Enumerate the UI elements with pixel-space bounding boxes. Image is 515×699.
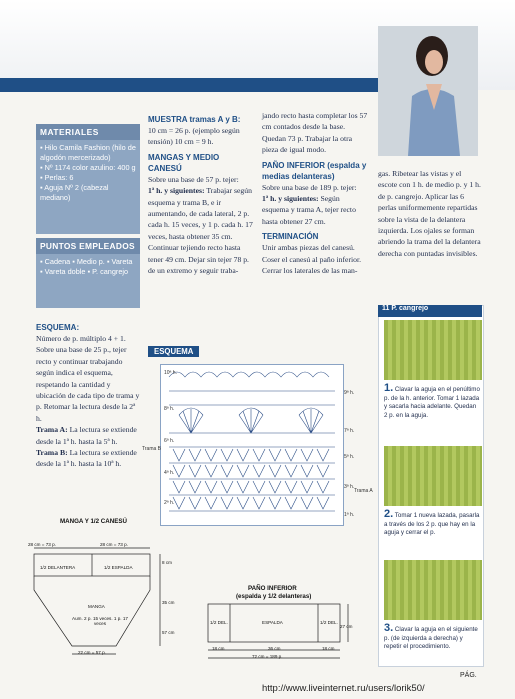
- trama-b-tag: Trama B: [142, 446, 161, 452]
- mangas-text-2: Trabajar según esquema y trama B, e ir aumentando, de cada lateral, 2 p. cada h. 15 veces, y 1 p. cada h. 17 veces, hasta obtener 35 cm. Continuar tejiendo recto hasta tener 49 cm. Dejar sin tejer 78 p. de un extremo y seguir traba-: [148, 186, 253, 276]
- crab-stitch-title: 11 P. cangrejo: [378, 305, 482, 317]
- chart-v-stitch: [221, 481, 233, 493]
- chart-v-stitch: [189, 465, 201, 477]
- sleeve-h3: 57 cm: [162, 630, 175, 635]
- chart-v-stitch: [173, 465, 185, 477]
- pano-text-2: Según esquema y trama A, tejer recto hasta obtener 27 cm.: [262, 194, 356, 226]
- chart-v-stitch: [205, 497, 217, 509]
- material-item: ▪ Aguja Nº 2 (cabezal mediano): [40, 183, 109, 202]
- chart-label: ESQUEMA: [148, 346, 199, 357]
- chart-v-stitch: [205, 449, 217, 461]
- stitch-item: Cadena: [44, 257, 71, 266]
- chart-v-stitch: [285, 481, 297, 493]
- chart-v-stitch: [173, 497, 185, 509]
- sleeve-name: MANGA: [88, 604, 105, 609]
- chart-v-stitch: [301, 481, 313, 493]
- stitch-item: P. cangrejo: [92, 267, 129, 276]
- step-3: 3. Clavar la aguja en el siguiente p. (de izquierda a derecha) y repetir el procedimiento.: [384, 622, 478, 651]
- sleeve-top-right: 28 cm = 73 p.: [100, 542, 128, 547]
- chart-row-label: 5ª h.: [344, 454, 355, 460]
- pano-heading: PAÑO INFERIOR (espalda y medias delanteras): [262, 160, 367, 181]
- sleeve-h1: 8 cm: [162, 560, 172, 565]
- chart-row-label: 9ª h.: [344, 390, 355, 396]
- finishing-text: gas. Ribetear las vistas y el escote con 1 h. de medio p. y 1 h. de p. cangrejo. Aplicar las 6 perlas uniformemente repartidas sobre la vista de la delantera izquierda. Los ojales se forman abriendo la trama del la delantera derecha con puntadas invisibles.: [378, 169, 481, 258]
- page-label: PÁG.: [460, 672, 477, 679]
- chart-v-stitch: [301, 465, 313, 477]
- model-photo: [378, 26, 478, 156]
- mangas-text-1: Sobre una base de 57 p. tejer:: [148, 174, 239, 184]
- chart-v-stitch: [237, 449, 249, 461]
- chart-row-label: 1ª h.: [344, 512, 355, 518]
- chart-v-stitch: [253, 449, 265, 461]
- panel-total: 72 cm = 189 p.: [252, 654, 283, 659]
- chart-row-label: 7ª h.: [344, 428, 355, 434]
- muestra-text: 10 cm = 26 p. (ejemplo según tensión) 10 cm = 9 h.: [148, 126, 240, 147]
- sleeve-diagram-title: MANGA Y 1/2 CANESÚ: [60, 518, 127, 525]
- chart-v-stitch: [269, 465, 281, 477]
- chart-v-stitch: [189, 449, 201, 461]
- stitch-item: Vareta doble: [44, 267, 86, 276]
- chart-v-stitch: [173, 449, 185, 461]
- stitch-item: Medio p.: [76, 257, 105, 266]
- mangas-rows-label: 1ª h. y siguientes:: [148, 186, 205, 196]
- stitch-chart: [160, 364, 344, 526]
- column-3: [262, 110, 368, 276]
- sleeve-diagram: [20, 528, 180, 668]
- chart-row-label: 4ª h.: [164, 470, 175, 476]
- chart-v-stitch: [285, 449, 297, 461]
- chart-v-stitch: [317, 449, 329, 461]
- trama-a-text: La lectura se extiende desde la 1ª h. hasta la 5ª h.: [36, 425, 137, 446]
- step-2: 2. Tomar 1 nueva lazada, pasarla a través de los 2 p. que hay en la aguja y cerrar el p.: [384, 508, 480, 537]
- chart-row-label: 6ª h.: [164, 438, 175, 444]
- sleeve-h2: 35 cm: [162, 600, 175, 605]
- materials-title: MATERIALES: [36, 124, 140, 140]
- chart-v-stitch: [205, 465, 217, 477]
- chart-v-stitch: [253, 481, 265, 493]
- chart-v-stitch: [173, 481, 185, 493]
- material-item: ▪ Nº 1174 color azulino: 400 g: [40, 163, 136, 172]
- trama-a-tag: Trama A: [354, 488, 373, 494]
- terminacion-text: Unir ambas piezas del canesú. Coser el canesú al paño inferior. Cerrar los laterales de las man-: [262, 243, 362, 276]
- stitches-box: PUNTOS EMPLEADOS ▪ Cadena ▪ Medio p. ▪ Vareta ▪ Vareta doble ▪ P. cangrejo: [36, 238, 140, 308]
- panel-w2: 36 cm: [268, 646, 281, 651]
- chart-v-stitch: [317, 481, 329, 493]
- chart-v-stitch: [253, 465, 265, 477]
- chart-v-stitch: [301, 497, 313, 509]
- chart-v-stitch: [317, 465, 329, 477]
- panel-w3: 18 cm: [322, 646, 335, 651]
- schema-text: [36, 318, 142, 470]
- panel-left-label: 1/2 DEL.: [210, 620, 228, 625]
- step-1-image: [384, 320, 482, 380]
- chart-v-stitch: [269, 481, 281, 493]
- sleeve-increases: Aum. 2 p. 15 veces. 1 p. 17 veces: [72, 616, 128, 626]
- title-rule: [0, 78, 378, 92]
- sleeve-esp-label: 1/2 ESPALDA: [104, 565, 133, 570]
- column-4: [378, 168, 482, 259]
- chart-v-stitch: [285, 465, 297, 477]
- trama-b-label: Trama B:: [36, 448, 68, 458]
- lower-panel-subtitle: (espalda y 1/2 delanteras): [236, 593, 312, 600]
- panel-height: 27 cm: [340, 624, 353, 629]
- stitches-title: PUNTOS EMPLEADOS: [36, 238, 140, 254]
- chart-v-stitch: [221, 449, 233, 461]
- muestra-heading: MUESTRA tramas A y B:: [148, 115, 241, 124]
- sleeve-del-label: 1/2 DELANTERA: [40, 565, 76, 570]
- chart-v-stitch: [237, 481, 249, 493]
- material-item: ▪ Perlas: 6: [40, 173, 74, 182]
- continuation-text: jando recto hasta completar los 57 cm contados desde la base. Quedan 73 p. Trabajar la otra pieza de igual modo.: [262, 111, 368, 155]
- step-2-image: [384, 446, 482, 506]
- chart-row-label: 2ª h.: [164, 500, 175, 506]
- source-url[interactable]: http://www.liveinternet.ru/users/lorik50/: [262, 683, 425, 694]
- trama-a-label: Trama A:: [36, 425, 68, 435]
- lower-panel-title: PAÑO INFERIOR: [248, 585, 297, 592]
- material-item: ▪ Hilo Camila Fashion (hilo de algodón mercerizado): [40, 143, 136, 162]
- pano-rows-label: 1ª h. y siguientes:: [262, 194, 319, 204]
- chart-v-stitch: [189, 497, 201, 509]
- chart-v-stitch: [237, 497, 249, 509]
- chart-v-stitch: [317, 497, 329, 509]
- panel-right-label: 1/2 DEL.: [320, 620, 338, 625]
- schema-paragraph: Número de p. múltiplo 4 + 1. Sobre una base de 25 p., tejer recto y continuar trabajando según indica el esquema, respetando la cantidad y ubicación de cada tipo de trama y p. Retomar la lectura desde la 2ª h.: [36, 334, 140, 423]
- chart-v-stitch: [221, 497, 233, 509]
- column-2: [148, 110, 254, 276]
- stitch-item: Vareta: [111, 257, 133, 266]
- sleeve-bottom: 22 cm = 57 p.: [78, 650, 106, 655]
- pano-text-1: Sobre una base de 189 p. tejer:: [262, 182, 357, 192]
- chart-row-label: 8ª h.: [164, 406, 175, 412]
- terminacion-heading: TERMINACIÓN: [262, 232, 319, 242]
- mangas-heading: MANGAS Y MEDIO CANESÚ: [148, 152, 220, 173]
- chart-v-stitch: [285, 497, 297, 509]
- chart-v-stitch: [221, 465, 233, 477]
- chart-v-stitch: [269, 449, 281, 461]
- chart-v-stitch: [301, 449, 313, 461]
- chart-row-label: 3ª h.: [344, 484, 355, 490]
- panel-mid-label: ESPALDA: [262, 620, 283, 625]
- chart-v-stitch: [269, 497, 281, 509]
- trama-b-text: La lectura se extiende desde la 1ª h. hasta la 10ª h.: [36, 448, 137, 469]
- step-1: 1. Clavar la aguja en el penúltimo p. de la h. anterior. Tomar 1 lazada y sacarla hacia adelante. Quedan 2 p. en la aguja.: [384, 382, 480, 419]
- chart-v-stitch: [253, 497, 265, 509]
- chart-v-stitch: [189, 481, 201, 493]
- materials-box: [36, 124, 140, 234]
- sleeve-top-left: 28 cm = 73 p.: [28, 542, 56, 547]
- chart-v-stitch: [205, 481, 217, 493]
- panel-w1: 18 cm: [212, 646, 225, 651]
- chart-row-label: 10ª h.: [164, 370, 177, 376]
- chart-v-stitch: [237, 465, 249, 477]
- schema-heading: ESQUEMA:: [36, 323, 80, 332]
- step-3-image: [384, 560, 482, 620]
